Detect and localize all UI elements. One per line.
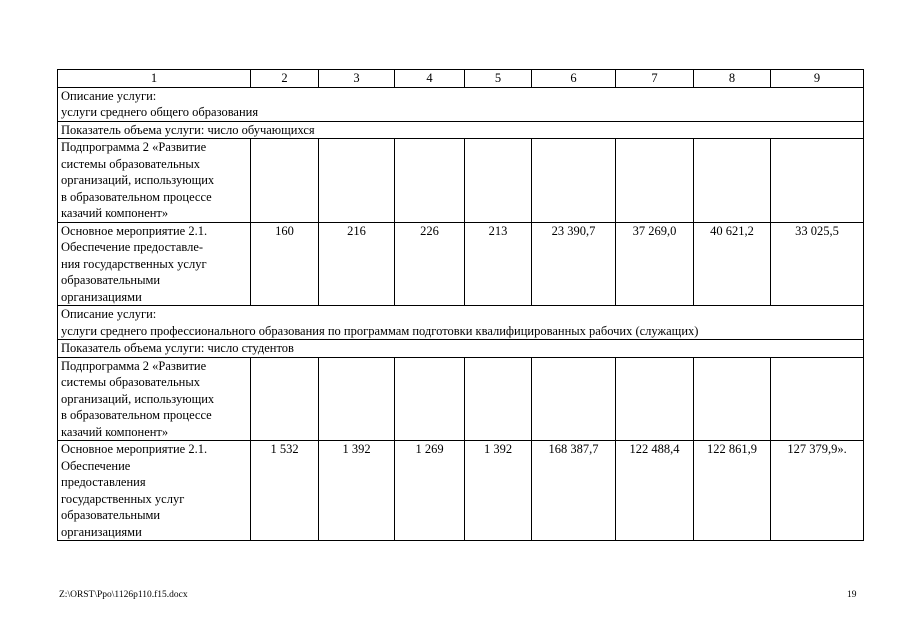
- header-cell: 3: [319, 70, 395, 88]
- table-row: [58, 222, 864, 306]
- value-cell: 122 861,9: [694, 441, 771, 541]
- activity-label: Основное мероприятие 2.1. Обеспечение предоставления государственных услуг образовательными организациями: [58, 441, 251, 541]
- value-cell: 1 392: [319, 441, 395, 541]
- service-description: Описание услуги: услуги среднего профессионального образования по программам подготовки квалифицированных рабочих (служащих): [58, 306, 864, 340]
- table-row: [58, 306, 864, 340]
- activity-label: Основное мероприятие 2.1. Обеспечение предоставле- ния государственных услуг образовательными организациями: [58, 222, 251, 306]
- value-cell: 216: [319, 222, 395, 306]
- footer-file-path: Z:\ORST\Ppo\1126p110.f15.docx: [59, 590, 188, 600]
- table-row: [58, 340, 864, 358]
- table-row: [58, 357, 864, 441]
- value-cell: 127 379,9».: [771, 441, 864, 541]
- value-cell: 226: [395, 222, 465, 306]
- volume-indicator: Показатель объема услуги: число студентов: [58, 340, 864, 358]
- data-table: [57, 69, 864, 541]
- header-cell: 4: [395, 70, 465, 88]
- header-cell: 6: [532, 70, 616, 88]
- page-number: 19: [847, 590, 857, 600]
- header-cell: 5: [465, 70, 532, 88]
- subprogram-label: Подпрограмма 2 «Развитие системы образовательных организаций, использующих в образовательном процессе казачий компонент»: [58, 139, 251, 223]
- table-row: [58, 121, 864, 139]
- value-cell: 40 621,2: [694, 222, 771, 306]
- value-cell: 33 025,5: [771, 222, 864, 306]
- volume-indicator: Показатель объема услуги: число обучающихся: [58, 121, 864, 139]
- value-cell: 1 392: [465, 441, 532, 541]
- table-row: [58, 87, 864, 121]
- value-cell: 122 488,4: [616, 441, 694, 541]
- value-cell: 213: [465, 222, 532, 306]
- header-cell: 7: [616, 70, 694, 88]
- value-cell: 23 390,7: [532, 222, 616, 306]
- table-row: [58, 441, 864, 541]
- value-cell: 1 532: [251, 441, 319, 541]
- value-cell: 168 387,7: [532, 441, 616, 541]
- subprogram-label: Подпрограмма 2 «Развитие системы образовательных организаций, использующих в образовательном процессе казачий компонент»: [58, 357, 251, 441]
- header-cell: 9: [771, 70, 864, 88]
- header-row: [58, 70, 864, 88]
- header-cell: 1: [58, 70, 251, 88]
- value-cell: 1 269: [395, 441, 465, 541]
- table-row: [58, 139, 864, 223]
- value-cell: 37 269,0: [616, 222, 694, 306]
- header-cell: 8: [694, 70, 771, 88]
- header-cell: 2: [251, 70, 319, 88]
- service-description: Описание услуги: услуги среднего общего образования: [58, 87, 864, 121]
- value-cell: 160: [251, 222, 319, 306]
